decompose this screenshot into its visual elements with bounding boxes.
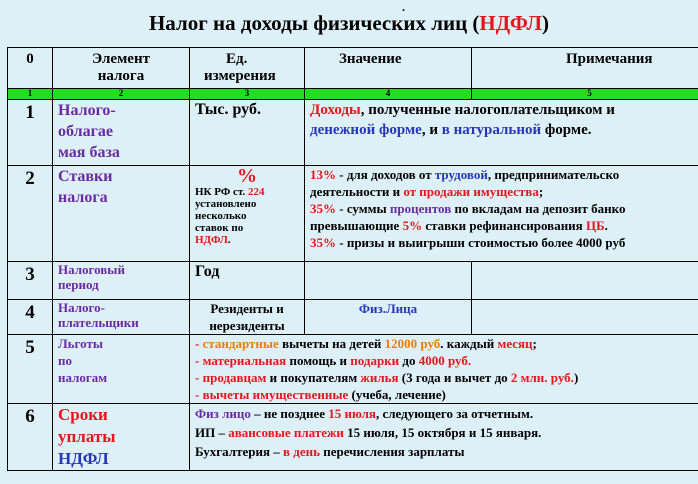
value-text: . каждый: [440, 336, 498, 351]
value-text: ;: [532, 336, 537, 351]
header-unit-line1: Ед.: [226, 51, 248, 67]
row-number: 4: [8, 300, 53, 335]
unit-line: 224: [247, 186, 265, 198]
value-text: ;: [538, 184, 544, 199]
index-cell: 2: [53, 89, 190, 100]
value-text: подарки: [350, 353, 400, 368]
element-cell: [53, 100, 190, 166]
value-text: авансовые платежи: [228, 425, 344, 440]
value-text: ЦБ: [585, 218, 605, 233]
index-cell: 1: [8, 89, 53, 100]
row-number: 3: [8, 262, 53, 300]
value-text: и вычет до: [440, 370, 511, 385]
header-unit: [190, 48, 305, 89]
header-unit-line2: измерения: [204, 68, 276, 84]
element-line: налога: [58, 189, 108, 206]
element-line: облагае: [58, 123, 113, 140]
element-line: по: [58, 353, 72, 368]
index-cell: 5: [472, 89, 698, 100]
value-text: - призы и выигрыши стоимостью более 4000 руб: [336, 235, 626, 250]
unit-line: установлено: [195, 198, 257, 210]
table-row: [8, 335, 698, 404]
value-text: 5%: [402, 218, 423, 233]
unit-line: ставок по: [195, 222, 244, 234]
value-text: Бухгалтерия: [195, 444, 270, 459]
value-cell: [305, 100, 698, 166]
table-row: [8, 166, 698, 262]
value-text: материальная: [202, 353, 287, 368]
value-cell: [190, 404, 698, 471]
value-text: ИП: [195, 425, 216, 440]
value-text: .: [604, 218, 608, 233]
unit-cell: Тыс. руб.: [190, 100, 305, 166]
element-line: Сроки: [58, 405, 108, 424]
value-text: в день: [283, 444, 320, 459]
table-row: [8, 100, 698, 166]
notes-cell: [472, 300, 698, 335]
value-text: продавцам: [202, 370, 267, 385]
row-number: 6: [8, 404, 53, 471]
value-text: - для доходов от: [336, 167, 435, 182]
value-text: форме.: [541, 122, 592, 138]
unit-line: нерезиденты: [209, 318, 285, 333]
value-text: процентов: [389, 201, 452, 216]
element-line: мая база: [58, 144, 120, 161]
header-element-line1: Элемент: [92, 51, 150, 67]
value-text: вычеты имущественные: [202, 387, 349, 402]
value-text: перечисления зарплаты: [319, 444, 465, 459]
title-dot: .: [402, 0, 405, 14]
header-element: [53, 48, 190, 89]
row-number: 2: [8, 166, 53, 262]
value-text: -: [195, 370, 203, 385]
value-text: от продажи имущества: [403, 184, 539, 199]
value-text: 35%: [310, 235, 336, 250]
value-text: (учеба, лечение): [348, 387, 446, 402]
value-text: ): [573, 370, 579, 385]
value-text: стандартные: [202, 336, 279, 351]
title-abbr: НДФЛ: [479, 11, 543, 35]
value-text: денежной форме: [310, 122, 422, 138]
header-value: Значение: [305, 48, 472, 89]
value-text: 15 июля, 15 октября и 15 января.: [343, 425, 542, 440]
table-row: [8, 300, 698, 335]
value-text: до: [399, 353, 419, 368]
unit-line: НК РФ ст.: [195, 186, 248, 198]
value-text: жилья: [360, 370, 399, 385]
value-cell: [305, 262, 472, 300]
value-text: 2 млн. руб.: [510, 370, 574, 385]
value-text: - суммы: [336, 201, 390, 216]
value-text: вычеты на детей: [278, 336, 385, 351]
value-text: -: [195, 353, 203, 368]
unit-cell: [190, 166, 305, 262]
value-text: –: [215, 425, 229, 440]
unit-cell: Год: [190, 262, 305, 300]
element-cell: [53, 166, 190, 262]
table-row: [8, 404, 698, 471]
element-line: Ставки: [58, 168, 113, 185]
row-number: 5: [8, 335, 53, 404]
value-text: 4000 руб.: [418, 353, 472, 368]
element-cell: [53, 300, 190, 335]
element-cell: [53, 262, 190, 300]
element-line: Налого-: [58, 300, 105, 315]
value-text: ставки рефинансирования: [422, 218, 586, 233]
value-text: помощь и: [286, 353, 351, 368]
index-row: [8, 89, 698, 100]
header-col-0: 0: [8, 48, 53, 89]
value-text: превышающие: [310, 218, 403, 233]
value-cell: [190, 335, 698, 404]
element-line: НДФЛ: [58, 449, 109, 468]
value-text: Доходы: [310, 102, 361, 118]
title-close: ): [542, 11, 550, 35]
tax-table: [7, 47, 698, 471]
value-text: -: [195, 336, 203, 351]
value-text: по вкладам на депозит банко: [451, 201, 626, 216]
index-cell: 3: [190, 89, 305, 100]
unit-line: Резиденты и: [210, 301, 284, 316]
unit-line: НДФЛ: [195, 234, 228, 246]
value-text: месяц: [497, 336, 533, 351]
title-main: Налог на доходы физических лиц (: [148, 11, 480, 35]
value-text: , и: [421, 122, 442, 138]
table-row: [8, 262, 698, 300]
element-cell: [53, 404, 190, 471]
element-line: период: [58, 277, 99, 292]
value-text: Физ лицо: [195, 406, 251, 421]
value-text: 35%: [310, 201, 336, 216]
element-line: уплаты: [58, 427, 116, 446]
value-text: в натуральной: [441, 122, 542, 138]
value-text: 15 июля: [328, 406, 376, 421]
notes-cell: [472, 262, 698, 300]
value-text: -: [195, 387, 203, 402]
element-cell: [53, 335, 190, 404]
percent-sign: %: [237, 165, 257, 187]
value-text: , предпринимательско: [487, 167, 620, 182]
row-number: 1: [8, 100, 53, 166]
header-row: [8, 48, 698, 89]
unit-line: несколько: [195, 210, 247, 222]
element-line: плательщики: [58, 315, 139, 330]
unit-cell: [190, 300, 305, 335]
value-text: (3 года: [398, 370, 441, 385]
value-text: трудовой: [434, 167, 488, 182]
element-line: налогам: [58, 370, 108, 385]
value-text: 12000 руб: [384, 336, 441, 351]
element-line: Льготы: [58, 336, 104, 351]
element-line: Налого-: [58, 102, 116, 119]
value-cell: [305, 166, 698, 262]
value-text: – не позднее: [250, 406, 329, 421]
value-text: и покупателям: [266, 370, 361, 385]
unit-line: .: [227, 234, 231, 246]
value-text: , полученные налогоплательщиком и: [360, 102, 615, 118]
header-notes: Примечания: [472, 48, 698, 89]
index-cell: 4: [305, 89, 472, 100]
value-text: , следующего за отчетным.: [375, 406, 534, 421]
value-text: деятельности и: [310, 184, 404, 199]
header-element-line2: налога: [97, 68, 145, 84]
page-title: [0, 10, 698, 36]
element-line: Налоговый: [58, 262, 125, 277]
value-text: 13%: [310, 167, 336, 182]
value-text: –: [270, 444, 283, 459]
value-cell: Физ.Лица: [305, 300, 472, 335]
